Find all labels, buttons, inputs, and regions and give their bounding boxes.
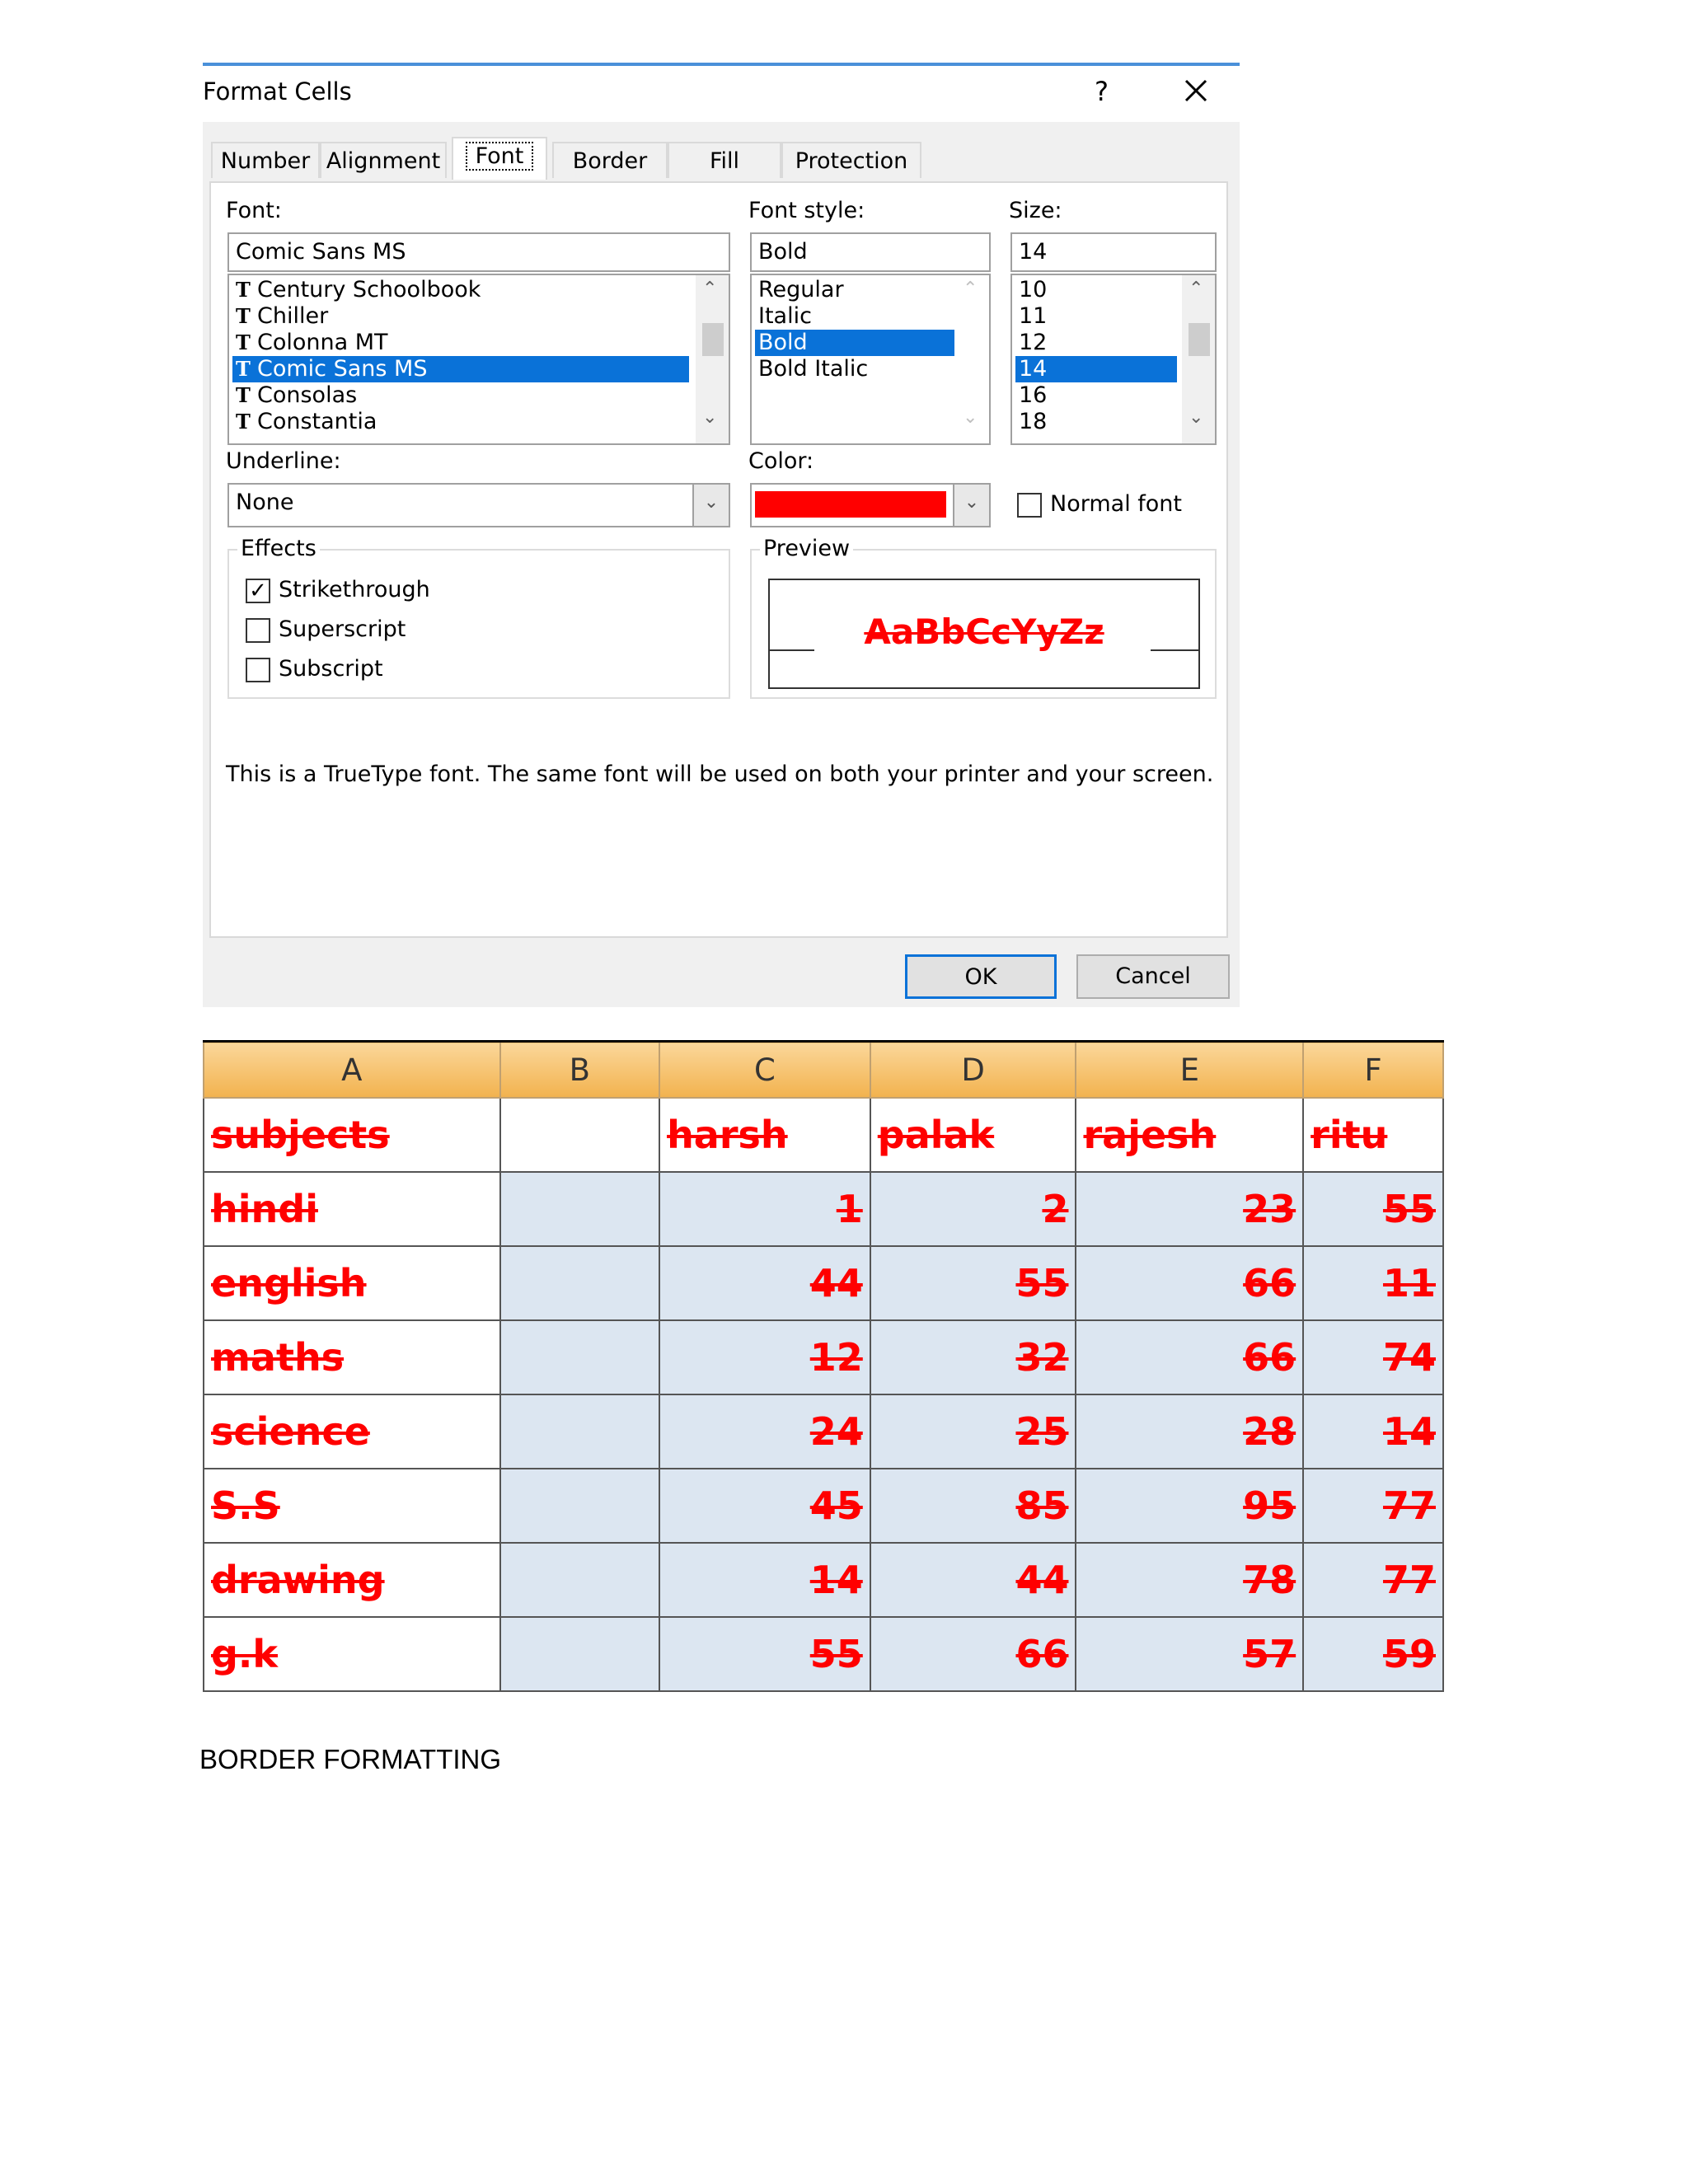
table-cell[interactable]: 12 bbox=[659, 1320, 870, 1394]
column-header-f[interactable]: F bbox=[1303, 1042, 1443, 1099]
size-item-selected[interactable]: 14 bbox=[1015, 356, 1177, 382]
column-header-e[interactable]: E bbox=[1076, 1042, 1303, 1099]
table-cell[interactable]: 2 bbox=[870, 1172, 1076, 1246]
chevron-up-icon: ⌃ bbox=[963, 279, 978, 299]
size-list-scrollbar[interactable] bbox=[1182, 275, 1215, 443]
font-style-input[interactable]: Bold bbox=[750, 232, 991, 272]
truetype-icon: T bbox=[236, 410, 251, 434]
font-style-scrollbar[interactable] bbox=[956, 275, 989, 443]
strikethrough-checkbox[interactable]: ✓ bbox=[246, 579, 270, 603]
table-cell[interactable]: harsh bbox=[659, 1098, 870, 1172]
font-item[interactable]: T Colonna MT bbox=[236, 330, 388, 355]
truetype-info-text: This is a TrueType font. The same font will be used on both your printer and your screen. bbox=[226, 762, 1214, 787]
table-cell[interactable]: subjects bbox=[204, 1098, 500, 1172]
table-cell[interactable]: 95 bbox=[1076, 1469, 1303, 1543]
table-cell[interactable]: g.k bbox=[204, 1617, 500, 1691]
table-cell[interactable]: 11 bbox=[1303, 1246, 1443, 1320]
table-row bbox=[204, 1172, 1443, 1246]
title-bar bbox=[203, 66, 1240, 122]
table-cell[interactable]: hindi bbox=[204, 1172, 500, 1246]
table-row bbox=[204, 1320, 1443, 1394]
table-row bbox=[204, 1617, 1443, 1691]
font-list[interactable] bbox=[227, 274, 730, 445]
tab-font[interactable]: Font bbox=[452, 137, 547, 180]
table-cell[interactable] bbox=[500, 1320, 659, 1394]
chevron-down-icon[interactable]: ⌄ bbox=[1189, 407, 1204, 428]
font-style-item-selected[interactable]: Bold bbox=[755, 330, 954, 356]
underline-select[interactable]: None ⌄ bbox=[227, 483, 730, 527]
table-cell[interactable]: 59 bbox=[1303, 1617, 1443, 1691]
size-item[interactable]: 10 bbox=[1019, 277, 1048, 302]
table-cell[interactable]: rajesh bbox=[1076, 1098, 1303, 1172]
dialog-title: Format Cells bbox=[203, 77, 352, 105]
table-cell[interactable]: 78 bbox=[1076, 1543, 1303, 1617]
size-item[interactable]: 11 bbox=[1019, 303, 1048, 329]
spreadsheet bbox=[203, 1040, 1444, 1708]
table-cell[interactable]: 25 bbox=[870, 1394, 1076, 1469]
chevron-down-icon[interactable]: ⌄ bbox=[702, 407, 718, 428]
preview-sample: AaBbCcYyZz bbox=[864, 612, 1104, 652]
table-cell[interactable] bbox=[500, 1246, 659, 1320]
column-header-row bbox=[204, 1042, 1443, 1099]
size-item[interactable]: 12 bbox=[1019, 330, 1048, 355]
truetype-icon: T bbox=[236, 330, 251, 354]
subscript-label: Subscript bbox=[279, 656, 383, 682]
table-cell[interactable]: 55 bbox=[870, 1246, 1076, 1320]
chevron-up-icon[interactable]: ⌃ bbox=[1189, 279, 1204, 299]
table-cell[interactable] bbox=[500, 1172, 659, 1246]
chevron-down-icon[interactable]: ⌄ bbox=[953, 485, 989, 526]
table-cell[interactable]: 14 bbox=[659, 1543, 870, 1617]
tab-border[interactable]: Border bbox=[552, 142, 668, 178]
table-cell[interactable] bbox=[500, 1394, 659, 1469]
scroll-thumb[interactable] bbox=[702, 323, 724, 356]
table-cell[interactable]: 66 bbox=[870, 1617, 1076, 1691]
column-header-b[interactable]: B bbox=[500, 1042, 659, 1099]
table-row bbox=[204, 1394, 1443, 1469]
table-cell[interactable]: science bbox=[204, 1394, 500, 1469]
table-cell[interactable] bbox=[500, 1543, 659, 1617]
table-cell[interactable] bbox=[500, 1098, 659, 1172]
truetype-icon: T bbox=[236, 304, 251, 328]
chevron-up-icon[interactable]: ⌃ bbox=[702, 279, 718, 299]
superscript-checkbox[interactable] bbox=[246, 618, 270, 643]
table-cell[interactable]: drawing bbox=[204, 1543, 500, 1617]
font-style-label: Font style: bbox=[748, 198, 865, 223]
table-cell[interactable]: 77 bbox=[1303, 1469, 1443, 1543]
color-swatch bbox=[755, 491, 946, 518]
effects-group bbox=[227, 536, 730, 699]
font-name-input[interactable]: Comic Sans MS bbox=[227, 232, 730, 272]
close-icon[interactable] bbox=[1179, 74, 1212, 107]
table-cell[interactable]: 57 bbox=[1076, 1617, 1303, 1691]
preview-group bbox=[750, 536, 1217, 699]
table-cell[interactable]: 66 bbox=[1076, 1246, 1303, 1320]
font-label: Font: bbox=[226, 198, 282, 223]
effects-title: Effects bbox=[237, 536, 320, 561]
table-cell[interactable]: ritu bbox=[1303, 1098, 1443, 1172]
help-icon[interactable]: ? bbox=[1095, 76, 1109, 107]
table-cell[interactable]: palak bbox=[870, 1098, 1076, 1172]
table-row bbox=[204, 1098, 1443, 1172]
format-cells-dialog bbox=[203, 63, 1240, 1007]
underline-label: Underline: bbox=[226, 448, 341, 474]
table-cell[interactable]: 77 bbox=[1303, 1543, 1443, 1617]
truetype-icon: T bbox=[236, 383, 251, 407]
superscript-label: Superscript bbox=[279, 616, 406, 642]
preview-box bbox=[768, 579, 1200, 689]
table-cell[interactable]: 55 bbox=[659, 1617, 870, 1691]
tab-protection[interactable]: Protection bbox=[781, 142, 921, 178]
font-item[interactable]: T Consolas bbox=[236, 382, 358, 408]
table-row bbox=[204, 1246, 1443, 1320]
size-item[interactable]: 16 bbox=[1019, 382, 1048, 408]
font-style-item[interactable]: Bold Italic bbox=[758, 356, 869, 382]
tab-fill[interactable]: Fill bbox=[668, 142, 781, 178]
table-cell[interactable]: 55 bbox=[1303, 1172, 1443, 1246]
table-cell[interactable]: 14 bbox=[1303, 1394, 1443, 1469]
table-cell[interactable]: 28 bbox=[1076, 1394, 1303, 1469]
chevron-down-icon: ⌄ bbox=[963, 407, 978, 428]
table-cell[interactable]: 44 bbox=[870, 1543, 1076, 1617]
data-grid bbox=[203, 1040, 1444, 1692]
column-header-d[interactable]: D bbox=[870, 1042, 1076, 1099]
table-cell[interactable]: 85 bbox=[870, 1469, 1076, 1543]
color-picker[interactable] bbox=[750, 483, 991, 527]
table-cell[interactable]: 24 bbox=[659, 1394, 870, 1469]
font-list-scrollbar[interactable] bbox=[696, 275, 729, 443]
chevron-down-icon[interactable]: ⌄ bbox=[692, 485, 729, 526]
table-row bbox=[204, 1469, 1443, 1543]
preview-title: Preview bbox=[760, 536, 853, 561]
color-label: Color: bbox=[748, 448, 814, 474]
size-input[interactable]: 14 bbox=[1010, 232, 1217, 272]
table-cell[interactable]: maths bbox=[204, 1320, 500, 1394]
size-item[interactable]: 18 bbox=[1019, 409, 1048, 434]
font-item-selected[interactable]: T Comic Sans MS bbox=[232, 356, 689, 382]
table-cell[interactable]: 32 bbox=[870, 1320, 1076, 1394]
font-item[interactable]: T Constantia bbox=[236, 409, 377, 434]
table-cell[interactable] bbox=[500, 1469, 659, 1543]
strikethrough-label: Strikethrough bbox=[279, 577, 430, 602]
table-cell[interactable]: 66 bbox=[1076, 1320, 1303, 1394]
font-style-item[interactable]: Italic bbox=[758, 303, 812, 329]
normal-font-checkbox[interactable] bbox=[1017, 493, 1042, 518]
table-cell[interactable] bbox=[500, 1617, 659, 1691]
table-cell[interactable]: english bbox=[204, 1246, 500, 1320]
font-style-item[interactable]: Regular bbox=[758, 277, 844, 302]
truetype-icon: T bbox=[236, 278, 251, 302]
table-cell[interactable]: 74 bbox=[1303, 1320, 1443, 1394]
font-item[interactable]: T Chiller bbox=[236, 303, 329, 329]
scroll-thumb[interactable] bbox=[1189, 323, 1210, 356]
cancel-button[interactable]: Cancel bbox=[1076, 954, 1230, 999]
subscript-checkbox[interactable] bbox=[246, 658, 270, 682]
normal-font-label: Normal font bbox=[1050, 491, 1182, 517]
size-list[interactable] bbox=[1010, 274, 1217, 445]
column-header-c[interactable]: C bbox=[659, 1042, 870, 1099]
font-style-list[interactable] bbox=[750, 274, 991, 445]
table-row bbox=[204, 1543, 1443, 1617]
table-cell[interactable]: 44 bbox=[659, 1246, 870, 1320]
table-cell[interactable]: S.S bbox=[204, 1469, 500, 1543]
font-tab-panel bbox=[209, 181, 1228, 938]
column-header-a[interactable]: A bbox=[204, 1042, 500, 1099]
truetype-icon: T bbox=[236, 357, 251, 381]
tab-alignment[interactable]: Alignment bbox=[320, 142, 447, 178]
size-label: Size: bbox=[1009, 198, 1062, 223]
table-cell[interactable]: 1 bbox=[659, 1172, 870, 1246]
ok-button[interactable]: OK bbox=[905, 954, 1057, 999]
font-item[interactable]: T Century Schoolbook bbox=[236, 277, 481, 302]
table-cell[interactable]: 45 bbox=[659, 1469, 870, 1543]
tab-number[interactable]: Number bbox=[211, 142, 320, 178]
table-cell[interactable]: 23 bbox=[1076, 1172, 1303, 1246]
caption-text: BORDER FORMATTING bbox=[199, 1744, 502, 1774]
